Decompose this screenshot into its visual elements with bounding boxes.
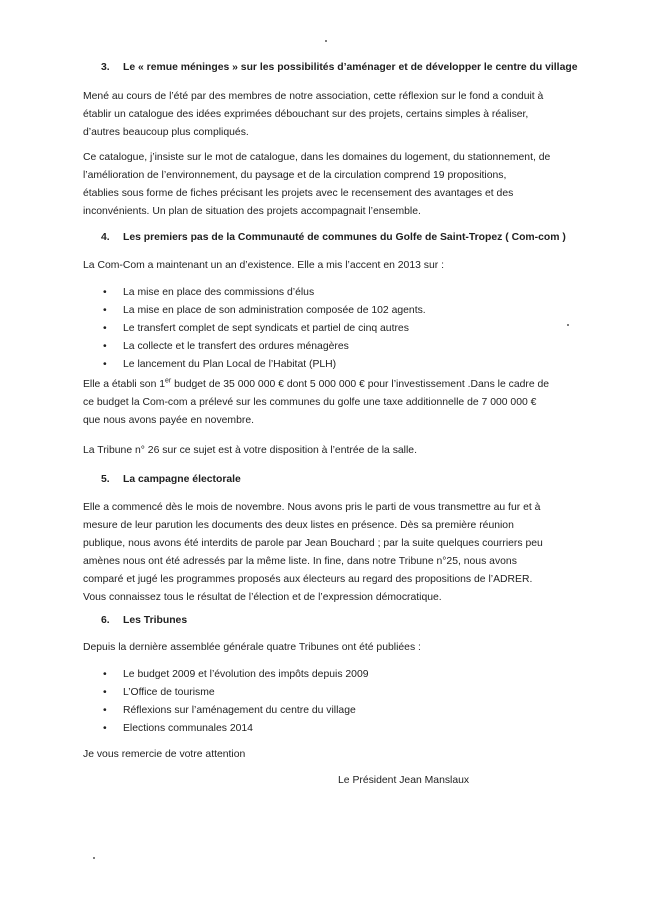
text-line: inconvénients. Un plan de situation des projets accompagnait l’ensemble. [83, 206, 421, 217]
signature: Le Président Jean Manslaux [338, 775, 470, 786]
section-4-bullet-list [103, 284, 426, 374]
list-item: • Elections communales 2014 [103, 720, 369, 738]
text-line: établir un catalogue des idées exprimées débouchant sur des projets, certains simples à réaliser, [83, 109, 529, 120]
section-3-paragraph-1 [83, 88, 583, 142]
scan-speck [567, 324, 569, 326]
bullet-icon: • [103, 305, 107, 316]
section-title: La campagne électorale [123, 474, 241, 485]
text-line: d’autres beaucoup plus compliqués. [83, 127, 249, 138]
section-4-budget-paragraph [83, 376, 583, 430]
bullet-icon: • [103, 341, 107, 352]
section-title: Le « remue méninges » sur les possibilités d’aménager et de développer le centre du village [123, 62, 578, 73]
bullet-icon: • [103, 705, 107, 716]
text-line: comparé et jugé les programmes proposés aux électeurs au regard des propositions de l’ADRER. [83, 574, 533, 585]
text-line: Mené au cours de l’été par des membres de notre association, cette réflexion sur le fond a conduit à [83, 91, 544, 102]
text-line: publique, nous avons été interdits de parole par Jean Bouchard ; par la suite quelques courriers peu [83, 538, 543, 549]
section-number: 6. [101, 615, 110, 626]
section-5-heading [101, 471, 241, 489]
section-3-heading [101, 59, 577, 77]
section-4-tribune-note [83, 442, 583, 460]
text-line: ce budget la Com-com a prélevé sur les communes du golfe une taxe additionnelle de 7 000 000 € [83, 397, 537, 408]
closing-line [83, 746, 583, 764]
section-6-intro [83, 639, 583, 657]
text-line: que nous avons payée en novembre. [83, 415, 254, 426]
text-line: La Com-Com a maintenant un an d’existence. Elle a mis l’accent en 2013 sur : [83, 260, 444, 271]
bullet-icon: • [103, 669, 107, 680]
list-item: • Réflexions sur l’aménagement du centre du village [103, 702, 369, 720]
bullet-icon: • [103, 323, 107, 334]
text-line: Elle a commencé dès le mois de novembre. Nous avons pris le parti de vous transmettre au fur et à [83, 502, 541, 513]
text-line: mesure de leur parution les documents des deux listes en présence. Dès sa première réunion [83, 520, 514, 531]
text-line: Ce catalogue, j’insiste sur le mot de catalogue, dans les domaines du logement, du stationnement, de [83, 152, 551, 163]
section-number: 3. [101, 62, 110, 73]
text-line: amènes nous ont été adressés par la même liste. In fine, dans notre Tribune n°25, nous avons [83, 556, 517, 567]
superscript: er [165, 377, 172, 385]
section-4-heading [101, 229, 566, 247]
bullet-icon: • [103, 359, 107, 370]
scan-speck [325, 40, 327, 42]
bullet-icon: • [103, 723, 107, 734]
section-title: Les premiers pas de la Communauté de communes du Golfe de Saint-Tropez ( Com-com ) [123, 232, 566, 243]
text-line: La Tribune n° 26 sur ce sujet est à votre disposition à l’entrée de la salle. [83, 445, 417, 456]
section-6-heading [101, 612, 187, 630]
scan-speck [93, 857, 95, 859]
section-number: 5. [101, 474, 110, 485]
list-item: • L’Office de tourisme [103, 684, 369, 702]
section-title: Les Tribunes [123, 615, 188, 626]
section-3-paragraph-2 [83, 149, 583, 221]
text-line: établies sous forme de fiches précisant les projets avec le recensement des avantages et des [83, 188, 514, 199]
section-4-intro [83, 257, 583, 275]
text-line: Je vous remercie de votre attention [83, 749, 246, 760]
bullet-icon: • [103, 287, 107, 298]
list-item: • Le budget 2009 et l’évolution des impôts depuis 2009 [103, 666, 369, 684]
list-item: • La mise en place de son administration composée de 102 agents. [103, 302, 426, 320]
section-6-bullet-list [103, 666, 369, 738]
list-item: • Le lancement du Plan Local de l’Habitat (PLH) [103, 356, 426, 374]
text-line: Elle a établi son 1er budget de 35 000 000 € dont 5 000 000 € pour l’investissement .Dans le cadre de [83, 377, 550, 390]
text-line: l’amélioration de l’environnement, du paysage et de la circulation comprend 19 propositions, [83, 170, 507, 181]
text-line: Depuis la dernière assemblée générale quatre Tribunes ont été publiées : [83, 642, 421, 653]
list-item: • Le transfert complet de sept syndicats et partiel de cinq autres [103, 320, 426, 338]
list-item: • La collecte et le transfert des ordures ménagères [103, 338, 426, 356]
text-line: Vous connaissez tous le résultat de l’élection et de l’expression démocratique. [83, 592, 442, 603]
list-item: • La mise en place des commissions d’élus [103, 284, 426, 302]
section-5-paragraph [83, 499, 583, 607]
bullet-icon: • [103, 687, 107, 698]
section-number: 4. [101, 232, 110, 243]
